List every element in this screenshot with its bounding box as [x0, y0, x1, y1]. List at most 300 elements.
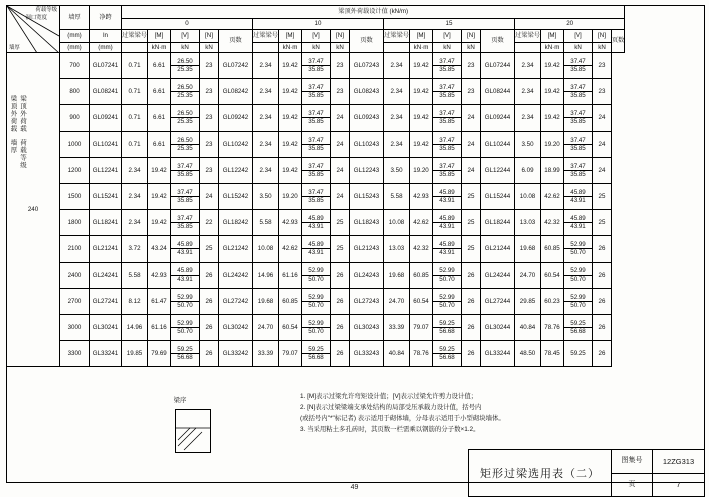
- header-ln: ln: [90, 30, 122, 43]
- row-pages-10: 25: [331, 236, 350, 262]
- unit-mark-10: [253, 43, 279, 53]
- row-M-10: 14.96: [253, 262, 279, 288]
- row-N-10: 37.47 35.85: [302, 183, 331, 209]
- row-N-0: 45.89 43.91: [171, 262, 200, 288]
- row-pages-10: 26: [331, 314, 350, 340]
- row-pages-15: 26: [462, 262, 481, 288]
- row-ln: 900: [60, 105, 90, 131]
- row-M-10: 2.34: [253, 79, 279, 105]
- row-N-15: 37.47 35.85: [433, 105, 462, 131]
- header-pages-0: 页数: [219, 30, 253, 53]
- row-M-10: 2.34: [253, 131, 279, 157]
- row-V-20: 19.42: [541, 53, 564, 79]
- row-pages-20: 25: [593, 183, 612, 209]
- row-N-15: 59.25 56.68: [433, 341, 462, 367]
- row-mark-20: GL24244: [481, 262, 515, 288]
- row-N-10: 37.47 35.85: [302, 157, 331, 183]
- row-mark-10: GL30242: [219, 314, 253, 340]
- row-pages-10: 26: [331, 262, 350, 288]
- notes-block: [300, 392, 630, 436]
- side-label-1: 梁顶外荷载: [19, 95, 26, 133]
- row-pages-10: 26: [331, 341, 350, 367]
- row-mark-10: GL33242: [219, 341, 253, 367]
- row-ln: 3300: [60, 341, 90, 367]
- atlas-label: 图集号: [612, 450, 653, 473]
- note-item-1: 1. [M]表示过梁允许弯矩设计值；[V]表示过梁允许剪力设计值；: [300, 393, 478, 400]
- row-mark-10: GL08242: [219, 79, 253, 105]
- row-V-20: 60.23: [541, 288, 564, 314]
- row-mark-15: GL07243: [350, 53, 384, 79]
- row-V-15: 19.20: [410, 157, 433, 183]
- row-M-0: 14.96: [122, 314, 148, 340]
- row-pages-0: 23: [200, 105, 219, 131]
- row-V-10: 19.42: [279, 79, 302, 105]
- row-mark-20: GL15244: [481, 183, 515, 209]
- header-mark-0: 过梁梁号: [122, 30, 148, 43]
- unit-M-20: kN·m: [541, 43, 564, 53]
- row-M-20: 2.34: [515, 105, 541, 131]
- row-N-20: 37.47 35.85: [564, 105, 593, 131]
- row-pages-10: 24: [331, 157, 350, 183]
- detail-section-box: [175, 409, 211, 453]
- row-pages-20: 26: [593, 262, 612, 288]
- row-M-20: 13.03: [515, 210, 541, 236]
- row-mark-0: GL09241: [90, 105, 122, 131]
- header-N-0: [N]: [200, 30, 219, 43]
- row-M-0: 2.34: [122, 157, 148, 183]
- row-pages-0: 26: [200, 341, 219, 367]
- row-M-15: 10.08: [384, 210, 410, 236]
- header-M-15: [M]: [410, 30, 433, 43]
- row-pages-10: 24: [331, 183, 350, 209]
- table-row: [7, 131, 625, 157]
- header-group-20: 20: [515, 19, 625, 30]
- row-mark-10: GL15242: [219, 183, 253, 209]
- header-V-0: [V]: [171, 30, 200, 43]
- row-pages-15: 23: [462, 79, 481, 105]
- row-pages-15: 25: [462, 236, 481, 262]
- unit-V-20: kN: [564, 43, 593, 53]
- row-N-20: 37.47 35.85: [564, 53, 593, 79]
- row-M-15: 5.58: [384, 183, 410, 209]
- row-mark-0: GL33241: [90, 341, 122, 367]
- row-V-20: 60.85: [541, 236, 564, 262]
- row-mark-0: GL10241: [90, 131, 122, 157]
- row-V-15: 19.42: [410, 53, 433, 79]
- row-pages-0: 26: [200, 314, 219, 340]
- row-pages-10: 23: [331, 79, 350, 105]
- header-mark-20: 过梁梁号: [515, 30, 541, 43]
- row-N-0: 26.50 25.35: [171, 53, 200, 79]
- row-mark-15: GL12243: [350, 157, 384, 183]
- header-N-20: [N]: [593, 30, 612, 43]
- beam-selection-table: [6, 5, 625, 367]
- corner-label-opening: 洞口宽度: [25, 15, 47, 21]
- row-V-10: 61.16: [279, 262, 302, 288]
- row-M-20: 29.85: [515, 288, 541, 314]
- row-mark-20: GL30244: [481, 314, 515, 340]
- row-M-20: 48.50: [515, 341, 541, 367]
- row-V-15: 42.93: [410, 183, 433, 209]
- row-V-0: 79.69: [148, 341, 171, 367]
- row-pages-20: 26: [593, 236, 612, 262]
- row-pages-15: 24: [462, 131, 481, 157]
- row-M-0: 0.71: [122, 53, 148, 79]
- row-N-15: 37.47 35.85: [433, 131, 462, 157]
- left-margin-annotations: [9, 95, 51, 169]
- row-V-15: 19.42: [410, 79, 433, 105]
- row-V-0: 61.16: [148, 314, 171, 340]
- row-V-10: 19.42: [279, 53, 302, 79]
- unit-N-20: kN: [593, 43, 612, 53]
- row-N-20: 37.47 35.85: [564, 157, 593, 183]
- unit-M-0: kN·m: [148, 43, 171, 53]
- row-pages-10: 24: [331, 105, 350, 131]
- table-row: [7, 236, 625, 262]
- note-item-3: (或括号内"*"标记者) 表示适用于砌体墙，分母表示适用于小型砌块墙体。: [300, 414, 505, 422]
- unit-V-15: kN: [433, 43, 462, 53]
- row-V-0: 6.61: [148, 131, 171, 157]
- row-M-20: 2.34: [515, 79, 541, 105]
- row-pages-15: 25: [462, 183, 481, 209]
- row-mark-10: GL18242: [219, 210, 253, 236]
- row-mark-0: GL12241: [90, 157, 122, 183]
- row-M-15: 33.39: [384, 314, 410, 340]
- row-pages-10: 24: [331, 131, 350, 157]
- header-unit-mm-3: (mm): [90, 43, 122, 53]
- row-pages-20: 26: [593, 288, 612, 314]
- row-N-10: 59.25 56.68: [302, 341, 331, 367]
- table-row: [7, 314, 625, 340]
- row-M-10: 33.39: [253, 341, 279, 367]
- row-pages-15: 26: [462, 341, 481, 367]
- header-mark-15: 过梁梁号: [384, 30, 410, 43]
- row-N-15: 45.89 43.91: [433, 236, 462, 262]
- header-pages-20: 页数: [612, 30, 625, 53]
- row-V-0: 19.42: [148, 183, 171, 209]
- row-mark-10: GL07242: [219, 53, 253, 79]
- row-ln: 2400: [60, 262, 90, 288]
- row-mark-0: GL18241: [90, 210, 122, 236]
- row-V-0: 19.42: [148, 157, 171, 183]
- row-mark-20: GL12244: [481, 157, 515, 183]
- row-mark-10: GL09242: [219, 105, 253, 131]
- page-footer-number: 49: [350, 484, 359, 491]
- row-mark-15: GL18243: [350, 210, 384, 236]
- row-N-0: 37.47 35.85: [171, 183, 200, 209]
- row-M-20: 3.50: [515, 131, 541, 157]
- row-V-0: 43.24: [148, 236, 171, 262]
- row-V-15: 79.07: [410, 314, 433, 340]
- note-item-2: 2. [N]表示过梁梁端支承处结构的局部受压承载力设计值，括号内: [300, 403, 482, 411]
- row-pages-15: 25: [462, 210, 481, 236]
- row-V-10: 79.07: [279, 341, 302, 367]
- row-M-0: 2.34: [122, 183, 148, 209]
- row-N-10: 52.99 50.70: [302, 262, 331, 288]
- row-mark-15: GL27243: [350, 288, 384, 314]
- header-corner-cell: [7, 6, 60, 53]
- row-N-10: 52.99 50.70: [302, 288, 331, 314]
- row-M-10: 2.34: [253, 105, 279, 131]
- row-V-15: 60.85: [410, 262, 433, 288]
- row-mark-15: GL33243: [350, 341, 384, 367]
- row-N-15: 37.47 35.85: [433, 157, 462, 183]
- row-N-0: 52.99 50.70: [171, 288, 200, 314]
- header-load-title: 梁顶外荷载设计值 (kN/m): [122, 6, 625, 19]
- row-ln: 800: [60, 79, 90, 105]
- row-mark-15: GL21243: [350, 236, 384, 262]
- unit-M-15: kN·m: [410, 43, 433, 53]
- row-pages-20: 23: [593, 53, 612, 79]
- row-V-20: 42.62: [541, 183, 564, 209]
- header-V-10: [V]: [302, 30, 331, 43]
- row-mark-10: GL10242: [219, 131, 253, 157]
- row-N-20: 45.89 43.91: [564, 183, 593, 209]
- row-N-20: 37.47 35.85: [564, 79, 593, 105]
- row-M-0: 0.71: [122, 105, 148, 131]
- row-N-10: 37.47 35.85: [302, 79, 331, 105]
- row-mark-0: GL30241: [90, 314, 122, 340]
- row-V-0: 6.61: [148, 53, 171, 79]
- row-mark-10: GL27242: [219, 288, 253, 314]
- row-V-10: 60.85: [279, 288, 302, 314]
- row-M-10: 10.08: [253, 236, 279, 262]
- table-row: [7, 79, 625, 105]
- row-mark-15: GL08243: [350, 79, 384, 105]
- row-N-20: 52.99 50.70: [564, 262, 593, 288]
- row-N-10: 45.89 43.91: [302, 210, 331, 236]
- row-pages-0: 23: [200, 79, 219, 105]
- row-M-15: 19.68: [384, 262, 410, 288]
- table-row: [7, 288, 625, 314]
- unit-mark-0: [122, 43, 148, 53]
- header-M-10: [M]: [279, 30, 302, 43]
- table-row: [7, 341, 625, 367]
- row-N-15: 59.25 56.68: [433, 314, 462, 340]
- row-V-15: 19.42: [410, 105, 433, 131]
- row-N-15: 52.99 50.70: [433, 288, 462, 314]
- row-mark-0: GL15241: [90, 183, 122, 209]
- row-pages-20: 23: [593, 79, 612, 105]
- row-pages-15: 23: [462, 53, 481, 79]
- row-ln: 1000: [60, 131, 90, 157]
- row-M-10: 2.34: [253, 157, 279, 183]
- header-N-15: [N]: [462, 30, 481, 43]
- header-group-0: 0: [122, 19, 253, 30]
- row-V-15: 42.32: [410, 236, 433, 262]
- row-pages-0: 23: [200, 157, 219, 183]
- row-M-15: 2.34: [384, 105, 410, 131]
- row-pages-10: 25: [331, 210, 350, 236]
- row-pages-20: 26: [593, 341, 612, 367]
- row-pages-0: 24: [200, 183, 219, 209]
- row-mark-10: GL24242: [219, 262, 253, 288]
- row-N-0: 45.89 43.91: [171, 236, 200, 262]
- row-M-10: 2.34: [253, 53, 279, 79]
- row-N-20: 59.25: [564, 341, 593, 367]
- row-V-0: 61.47: [148, 288, 171, 314]
- table-row: [7, 157, 625, 183]
- row-M-15: 2.34: [384, 53, 410, 79]
- row-pages-15: 26: [462, 314, 481, 340]
- row-V-10: 42.93: [279, 210, 302, 236]
- row-mark-20: GL10244: [481, 131, 515, 157]
- corner-label-wall: 墙厚: [9, 44, 20, 51]
- row-ln: 2100: [60, 236, 90, 262]
- row-N-0: 59.25 56.68: [171, 341, 200, 367]
- row-mark-20: GL09244: [481, 105, 515, 131]
- row-M-0: 5.58: [122, 262, 148, 288]
- row-N-0: 37.47 35.85: [171, 157, 200, 183]
- row-pages-0: 25: [200, 236, 219, 262]
- row-N-0: 26.50 25.35: [171, 131, 200, 157]
- row-mark-20: GL27244: [481, 288, 515, 314]
- row-N-20: 45.89 43.91: [564, 210, 593, 236]
- row-N-10: 52.99 50.70: [302, 314, 331, 340]
- row-M-20: 6.09: [515, 157, 541, 183]
- unit-V-0: kN: [171, 43, 200, 53]
- atlas-row: [612, 450, 704, 474]
- header-opening-span: 净跨: [90, 6, 122, 30]
- side-label-2: 墙厚: [9, 138, 17, 154]
- row-mark-0: GL27241: [90, 288, 122, 314]
- row-pages-0: 23: [200, 53, 219, 79]
- table-row: [7, 210, 625, 236]
- row-pages-10: 23: [331, 53, 350, 79]
- row-pages-20: 24: [593, 105, 612, 131]
- row-V-10: 19.42: [279, 105, 302, 131]
- row-mark-0: GL24241: [90, 262, 122, 288]
- row-mark-15: GL30243: [350, 314, 384, 340]
- row-N-15: 45.89 43.91: [433, 183, 462, 209]
- row-N-20: 52.99 50.70: [564, 288, 593, 314]
- header-wall-thickness: 墙厚: [60, 6, 90, 30]
- row-V-20: 19.20: [541, 131, 564, 157]
- row-pages-20: 24: [593, 131, 612, 157]
- row-mark-20: GL33244: [481, 341, 515, 367]
- row-N-10: 37.47 35.85: [302, 53, 331, 79]
- row-ln: 1800: [60, 210, 90, 236]
- row-V-0: 6.61: [148, 79, 171, 105]
- row-V-20: 42.32: [541, 210, 564, 236]
- row-V-20: 19.42: [541, 105, 564, 131]
- row-ln: 1500: [60, 183, 90, 209]
- row-N-10: 37.47 35.85: [302, 131, 331, 157]
- sheet-title: 矩形过梁选用表（二）: [469, 450, 612, 496]
- row-V-15: 78.76: [410, 341, 433, 367]
- row-V-10: 19.42: [279, 157, 302, 183]
- page-label: 页: [612, 474, 653, 497]
- row-N-20: 37.47 35.85: [564, 131, 593, 157]
- row-ln: 700: [60, 53, 90, 79]
- header-unit-mm-2: (mm): [60, 43, 90, 53]
- row-pages-0: 22: [200, 210, 219, 236]
- row-pages-10: 26: [331, 288, 350, 314]
- side-label-0: 梁顶外荷载: [9, 95, 17, 133]
- row-M-0: 0.71: [122, 131, 148, 157]
- header-V-15: [V]: [433, 30, 462, 43]
- row-V-10: 19.20: [279, 183, 302, 209]
- corner-label-load: 荷载等级: [35, 7, 57, 13]
- row-mark-15: GL09243: [350, 105, 384, 131]
- row-V-20: 60.54: [541, 262, 564, 288]
- row-M-0: 8.12: [122, 288, 148, 314]
- row-M-15: 40.84: [384, 341, 410, 367]
- wall-thickness-value: 240: [7, 53, 60, 367]
- header-N-10: [N]: [331, 30, 350, 43]
- row-V-15: 42.62: [410, 210, 433, 236]
- row-N-20: 52.99 50.70: [564, 236, 593, 262]
- note-item-4: 3. 当采用粘土多孔砖时，其页数一栏需乘以钢筋的分子数×1.2。: [300, 425, 480, 433]
- row-V-0: 42.93: [148, 262, 171, 288]
- unit-mark-20: [515, 43, 541, 53]
- row-M-10: 3.50: [253, 183, 279, 209]
- row-pages-15: 24: [462, 157, 481, 183]
- row-M-0: 3.72: [122, 236, 148, 262]
- row-V-10: 42.62: [279, 236, 302, 262]
- row-M-0: 2.34: [122, 210, 148, 236]
- row-M-20: 19.68: [515, 236, 541, 262]
- detail-caption: 梁序: [173, 397, 187, 404]
- row-pages-20: 25: [593, 210, 612, 236]
- header-mark-10: 过梁梁号: [253, 30, 279, 43]
- row-mark-20: GL18244: [481, 210, 515, 236]
- header-V-20: [V]: [564, 30, 593, 43]
- row-N-15: 52.99 50.70: [433, 262, 462, 288]
- row-M-15: 3.50: [384, 157, 410, 183]
- row-mark-15: GL10243: [350, 131, 384, 157]
- hatch-icon: [176, 410, 210, 452]
- row-mark-0: GL21241: [90, 236, 122, 262]
- row-V-10: 19.42: [279, 131, 302, 157]
- row-pages-20: 26: [593, 314, 612, 340]
- table-row: [7, 53, 625, 79]
- row-ln: 1200: [60, 157, 90, 183]
- row-mark-10: GL12242: [219, 157, 253, 183]
- row-M-15: 2.34: [384, 79, 410, 105]
- row-mark-20: GL07244: [481, 53, 515, 79]
- row-M-10: 19.68: [253, 288, 279, 314]
- row-V-20: 78.76: [541, 314, 564, 340]
- row-ln: 3000: [60, 314, 90, 340]
- row-pages-20: 24: [593, 157, 612, 183]
- row-V-15: 19.42: [410, 131, 433, 157]
- row-N-15: 37.47 35.85: [433, 79, 462, 105]
- row-mark-15: GL24243: [350, 262, 384, 288]
- row-pages-0: 26: [200, 262, 219, 288]
- row-pages-0: 26: [200, 288, 219, 314]
- atlas-value: 12ZG313: [662, 456, 695, 466]
- row-M-20: 24.70: [515, 262, 541, 288]
- header-pages-15: 页数: [481, 30, 515, 53]
- row-M-0: 0.71: [122, 79, 148, 105]
- row-mark-0: GL07241: [90, 53, 122, 79]
- row-ln: 2700: [60, 288, 90, 314]
- header-unit-mm-1: (mm): [60, 30, 90, 43]
- row-M-15: 13.03: [384, 236, 410, 262]
- table-row: [7, 262, 625, 288]
- row-V-20: 19.42: [541, 79, 564, 105]
- row-V-10: 60.54: [279, 314, 302, 340]
- row-V-20: 78.45: [541, 341, 564, 367]
- row-N-0: 26.50 25.35: [171, 105, 200, 131]
- page-value: 7: [676, 480, 681, 490]
- header-pages-10: 页数: [350, 30, 384, 53]
- unit-M-10: kN·m: [279, 43, 302, 53]
- row-M-10: 24.70: [253, 314, 279, 340]
- row-pages-15: 26: [462, 288, 481, 314]
- row-pages-15: 24: [462, 105, 481, 131]
